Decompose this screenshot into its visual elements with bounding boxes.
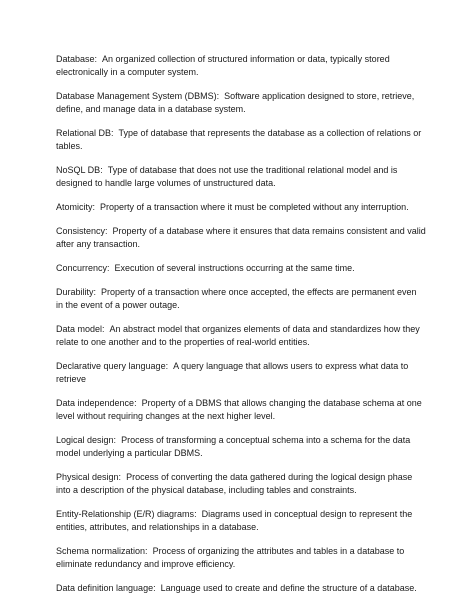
definition: Property of a database where it ensures that data remains consistent and valid after any transaction. [56, 226, 426, 249]
definition: Property of a DBMS that allows changing the database schema at one level without requiring changes at the next higher level. [56, 398, 422, 421]
glossary-entry-physical-design [56, 471, 426, 497]
definition: Language used to create and define the structure of a database. [160, 583, 417, 593]
glossary-entry-data-definition-language [56, 582, 426, 595]
term: Database Management System (DBMS) : [56, 91, 224, 101]
term: Entity-Relationship (E/R) diagrams : [56, 509, 202, 519]
term: Concurrency : [56, 263, 115, 273]
glossary-list [56, 53, 426, 606]
glossary-entry-schema-normalization [56, 545, 426, 571]
term: Physical design : [56, 472, 126, 482]
definition: A query language that allows users to express what data to retrieve [56, 361, 409, 384]
definition: Execution of several instructions occurring at the same time. [114, 263, 355, 273]
term: Declarative query language : [56, 361, 173, 371]
glossary-entry-data-model [56, 323, 426, 349]
definition: Process of organizing the attributes and tables in a database to eliminate redundancy and improve efficiency. [56, 546, 405, 569]
definition: Process of converting the data gathered during the logical design phase into a description of the physical database, including tables and constraints. [56, 472, 413, 495]
glossary-entry-er-diagrams [56, 508, 426, 534]
definition: Type of database that represents the database as a collection of relations or tables. [56, 128, 422, 151]
definition: An organized collection of structured information or data, typically stored electronically in a computer system. [56, 54, 390, 77]
glossary-entry-durability [56, 286, 426, 312]
term: Data independence : [56, 398, 142, 408]
definition: Software application designed to store, retrieve, define, and manage data in a database system. [56, 91, 415, 114]
glossary-entry-declarative-query-language [56, 360, 426, 386]
term: Data definition language : [56, 583, 161, 593]
definition: Diagrams used in conceptual design to represent the entities, attributes, and relationships in a database. [56, 509, 413, 532]
term: Data model : [56, 324, 110, 334]
definition: An abstract model that organizes elements of data and standardizes how they relate to one another and to the properties of real-world entities. [56, 324, 420, 347]
glossary-entry-dbms [56, 90, 426, 116]
glossary-entry-consistency [56, 225, 426, 251]
glossary-entry-concurrency [56, 262, 426, 275]
glossary-entry-data-independence [56, 397, 426, 423]
term: Consistency : [56, 226, 113, 236]
term: NoSQL DB : [56, 165, 108, 175]
term: Database : [56, 54, 102, 64]
glossary-entry-logical-design [56, 434, 426, 460]
glossary-entry-nosql-db [56, 164, 426, 190]
glossary-entry-database [56, 53, 426, 79]
term: Logical design : [56, 435, 121, 445]
term: Schema normalization : [56, 546, 153, 556]
glossary-entry-relational-db [56, 127, 426, 153]
term: Relational DB : [56, 128, 119, 138]
definition: Process of transforming a conceptual schema into a schema for the data model underlying a particular DBMS. [56, 435, 411, 458]
glossary-entry-atomicity [56, 201, 426, 214]
definition: Property of a transaction where it must be completed without any interruption. [100, 202, 409, 212]
term: Durability : [56, 287, 101, 297]
definition: Property of a transaction where once accepted, the effects are permanent even in the event of a power outage. [56, 287, 417, 310]
term: Atomicity : [56, 202, 100, 212]
definition: Type of database that does not use the traditional relational model and is designed to handle large volumes of unstructured data. [56, 165, 398, 188]
